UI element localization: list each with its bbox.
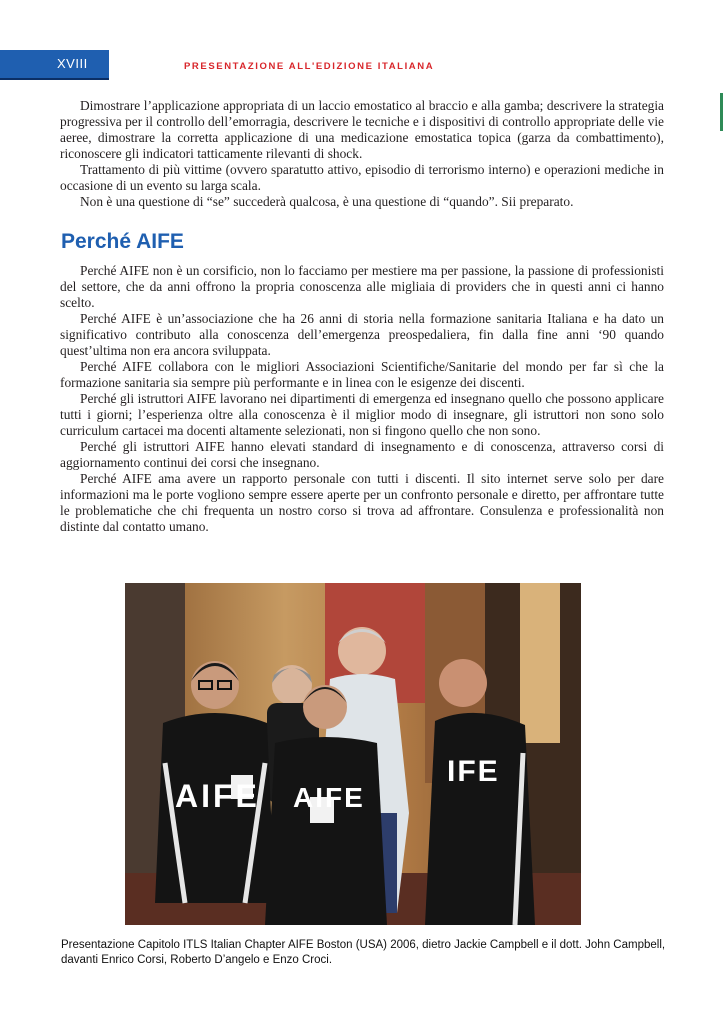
paragraph: Perché AIFE collabora con le migliori Associazioni Scientifiche/Sanitarie del mondo per far sì che la formazione sanitaria sia sempre più performante e in linea con le esigenze dei discenti. [60,359,664,390]
section-title: Perché AIFE [61,230,184,253]
jacket-lettering: AIFE [293,782,365,813]
section-body [60,263,664,535]
folio-tab [0,50,109,80]
paragraph: Perché gli istruttori AIFE lavorano nei dipartimenti di emergenza ed insegnano quello che possono applicare tutti i giorni; l’esperienza oltre alla conoscenza è il miglior modo di insegnare, gli istruttori non sono solo curriculum cartacei ma docenti altamente selezionati, non si fingono quello che non sono. [60,391,664,438]
intro-text [60,98,664,210]
page-number: XVIII [57,56,88,71]
paragraph: Perché gli istruttori AIFE hanno elevati standard di insegnamento e di conoscenza, attraverso corsi di aggiornamento continui dei corsi che insegnano. [60,439,664,470]
paragraph: Trattamento di più vittime (ovvero sparatutto attivo, episodio di terrorismo interno) e operazioni mediche in occasione di un evento su larga scala. [60,162,664,193]
group-photo [125,583,581,925]
paragraph: Non è una questione di “se” succederà qualcosa, è una questione di “quando”. Sii preparato. [80,194,574,209]
jacket-lettering: IFE [447,755,500,788]
paragraph: Dimostrare l’applicazione appropriata di un laccio emostatico al braccio e alla gamba; descrivere la strategia progressiva per il controllo dell’emorragia, descrivere le tecniche e i dispositivi di controllo appropriate delle vie aeree, dimostrare la corretta applicazione di una medicazione emostatica topica (garza da combattimento), riconoscere gli indicatori tatticamente rilevanti di shock. [60,98,664,161]
paragraph: Perché AIFE ama avere un rapporto personale con tutti i discenti. Il sito internet serve solo per dare informazioni ma le porte vogliono sempre essere aperte per un confronto personale e diretto, per affrontare tutte le problematiche che chi frequenta un nostro corso si trova ad affrontare. Consulenza e professionalità non distinte dal contatto umano. [60,471,664,534]
jacket-lettering: AIFE [175,778,260,814]
paragraph: Perché AIFE è un’associazione che ha 26 anni di storia nella formazione sanitaria Italiana e ha dato un significativo contributo alla conoscenza dell’emergenza preospedaliera, fin dalla fine anni ‘90 quando quest’ultima non era ancora sviluppata. [60,311,664,358]
running-head: PRESENTAZIONE ALL'EDIZIONE ITALIANA [184,61,435,72]
photo-caption: Presentazione Capitolo ITLS Italian Chapter AIFE Boston (USA) 2006, dietro Jackie Campbell e il dott. John Campbell, davanti Enrico Corsi, Roberto D’angelo e Enzo Croci. [61,939,666,966]
paragraph: Perché AIFE non è un corsificio, non lo facciamo per mestiere ma per passione, la passione di professionisti del settore, che da anni offrono la propria conoscenza alle migliaia di providers che in questi anni ci hanno scelto. [60,263,664,310]
